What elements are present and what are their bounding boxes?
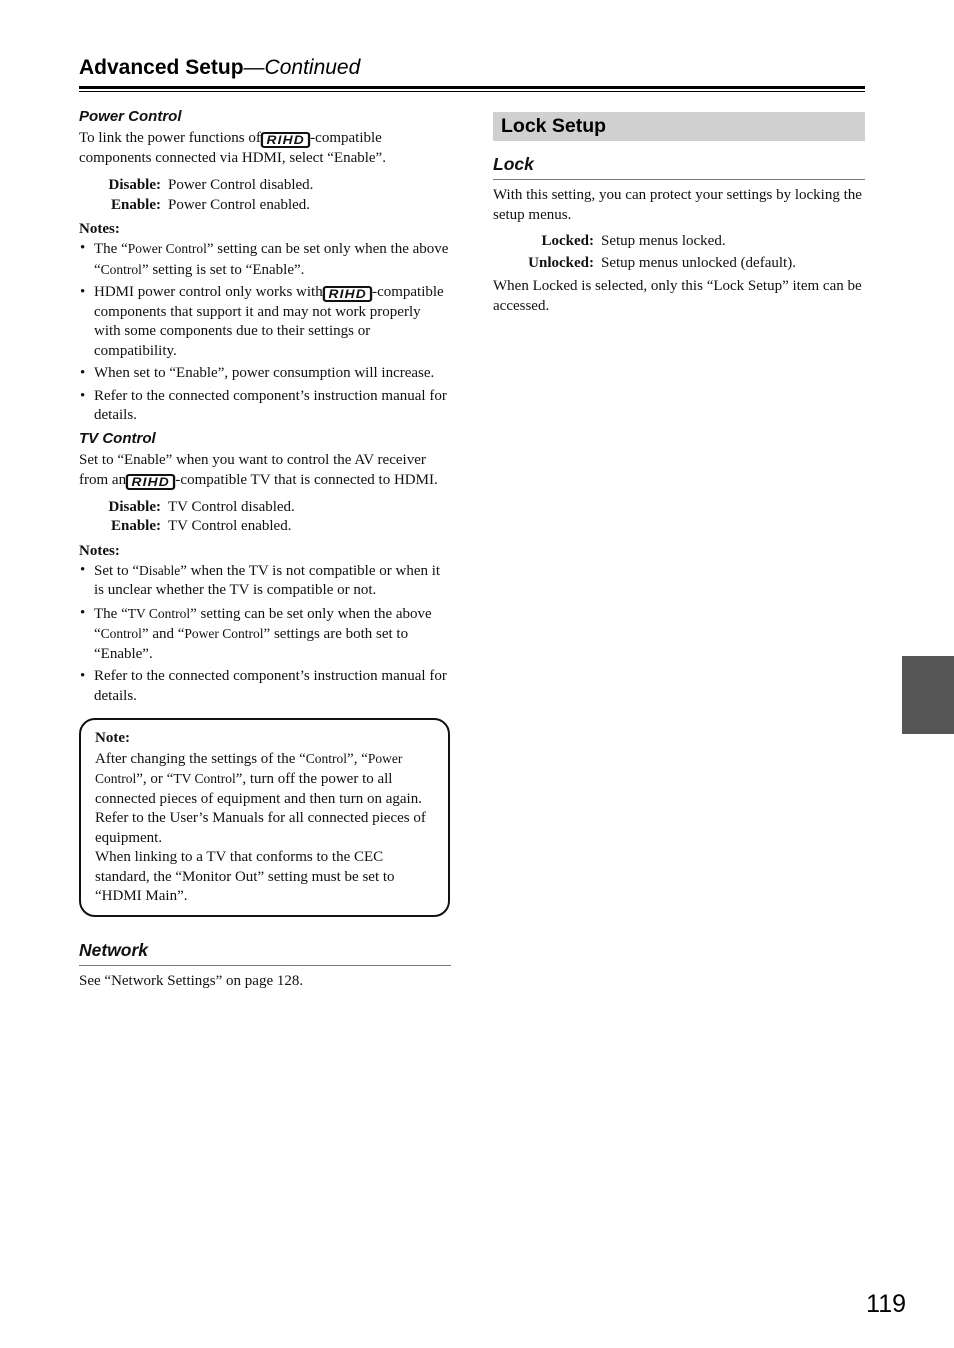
option-desc: Setup menus unlocked (default). — [601, 255, 796, 271]
option-term: Disable: — [108, 177, 161, 193]
power-control-section — [79, 108, 451, 426]
option-row — [493, 230, 865, 252]
rihd-logo-icon: RIHD — [126, 474, 176, 490]
tv-control-intro-a: Set to “Enable” when you want to control the AV receiver from an — [79, 451, 426, 488]
rihd-logo-icon: RIHD — [261, 132, 311, 148]
tv-control-options — [79, 498, 451, 537]
list-item: • HDMI power control only works with RIHD -compatible components that support it and may not work properly with some components due to their settings or compatibility. — [79, 283, 451, 361]
option-desc: Power Control enabled. — [168, 196, 311, 213]
header-rule-thin — [79, 91, 865, 92]
note-box — [79, 718, 450, 917]
tv-control-intro-b: -compatible TV that is connected to HDMI. — [175, 471, 438, 488]
note-box-paragraph-2: When linking to a TV that conforms to the CEC standard, the “Monitor Out” setting must be set to “HDMI Main”. — [95, 849, 395, 904]
power-control-intro — [79, 128, 451, 168]
notes-label: Notes: — [79, 542, 120, 559]
option-row — [79, 517, 451, 537]
option-row — [79, 176, 451, 196]
option-term: Disable: — [108, 498, 161, 515]
lock-heading-rule — [493, 179, 865, 180]
notes-label: Notes: — [79, 221, 120, 237]
list-item: • When set to “Enable”, power consumption will increase. — [79, 364, 451, 384]
lock-options — [493, 230, 865, 274]
note-box-label: Note: — [95, 730, 130, 746]
lock-after-text: When Locked is selected, only this “Lock Setup” item can be accessed. — [493, 278, 862, 314]
header-continued: —Continued — [243, 56, 361, 79]
option-term: Enable: — [110, 196, 161, 213]
option-desc: Setup menus locked. — [601, 233, 726, 249]
note-box-paragraph-1: After changing the settings of the “Control”, “Power Control”, or “TV Control”, turn off the power to all connected pieces of equipment and then turn on again. Refer to the User’s Manuals for all connected pieces of equipment. — [95, 750, 426, 846]
option-term: Locked: — [541, 233, 594, 249]
list-item: • The “Power Control” setting can be set only when the above “Control” setting is set to “Enable”. — [79, 239, 451, 280]
option-desc: TV Control disabled. — [168, 498, 295, 515]
lock-setup-band: Lock Setup — [493, 112, 865, 141]
header-title-text: Advanced Setup — [79, 56, 244, 79]
network-section — [79, 939, 451, 991]
power-control-intro-a: To link the power functions of — [79, 130, 261, 146]
list-item: • The “TV Control” setting can be set only when the above “Control” and “Power Control” settings are both set to “Enable”. — [79, 604, 451, 665]
network-heading: Network — [79, 939, 149, 960]
right-column — [493, 112, 865, 316]
tv-control-section — [79, 430, 451, 707]
header-rule-thick — [79, 86, 865, 89]
tv-control-notes — [79, 561, 451, 707]
list-item: • Refer to the connected component’s instruction manual for details. — [79, 387, 451, 426]
page-number: 119 — [866, 1290, 906, 1318]
power-control-options — [79, 176, 451, 215]
option-term: Enable: — [110, 518, 161, 534]
power-control-intro-b: -compatible components connected via HDMI, select “Enable”. — [79, 130, 386, 166]
page-header-title — [79, 56, 360, 80]
power-control-notes — [79, 239, 451, 426]
left-column — [79, 108, 451, 991]
network-heading-rule — [79, 965, 451, 966]
list-item: • Refer to the connected component’s instruction manual for details. — [79, 667, 451, 706]
tv-control-heading: TV Control — [79, 429, 156, 447]
network-text: See “Network Settings” on page 128. — [79, 972, 304, 989]
option-desc: Power Control disabled. — [168, 177, 314, 193]
option-term: Unlocked: — [528, 255, 594, 271]
option-row — [493, 252, 865, 274]
tv-control-intro — [79, 450, 451, 490]
side-tab — [902, 656, 954, 734]
option-row — [79, 498, 451, 518]
option-row — [79, 196, 451, 216]
power-control-heading: Power Control — [79, 108, 182, 125]
lock-intro: With this setting, you can protect your settings by locking the setup menus. — [493, 187, 862, 223]
rihd-logo-icon: RIHD — [322, 286, 372, 302]
lock-heading: Lock — [493, 154, 534, 174]
option-desc: TV Control enabled. — [168, 518, 292, 534]
list-item: • Set to “Disable” when the TV is not compatible or when it is unclear whether the TV is compatible or not. — [79, 561, 451, 601]
